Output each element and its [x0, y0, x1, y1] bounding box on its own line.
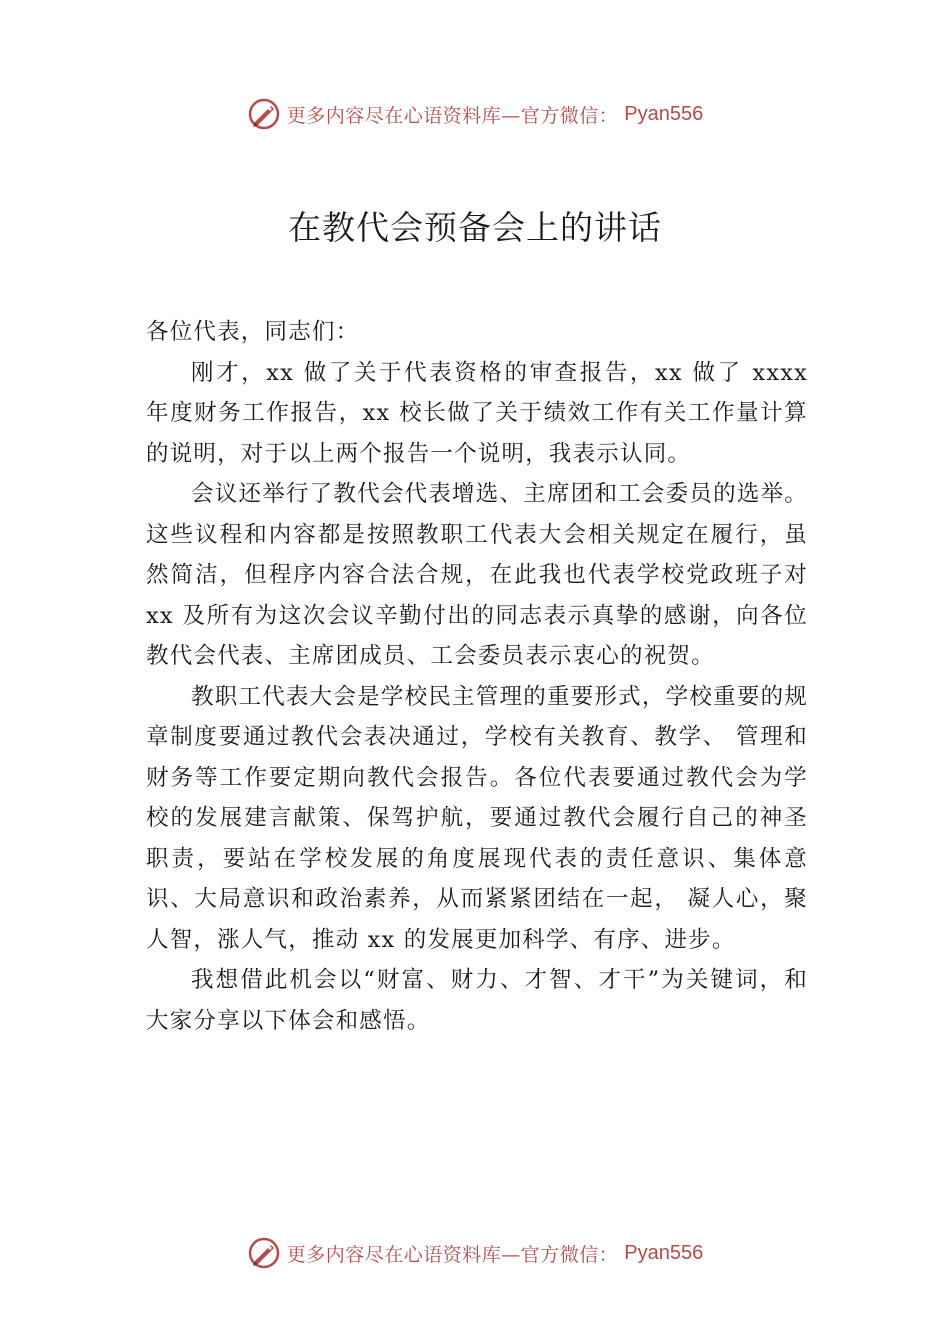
document-body — [146, 312, 808, 1041]
header-banner — [0, 94, 950, 134]
pen-nib-logo-icon — [247, 1236, 281, 1270]
paragraph: 我想借此机会以“财富、财力、才智、才干”为关键词，和大家分享以下体会和感悟。 — [146, 967, 808, 1034]
paragraph: 刚才，xx 做了关于代表资格的审查报告，xx 做了 xxxx 年度财务工作报告，xx 校长做了关于绩效工作有关工作量计算的说明，对于以上两个报告一个说明，我表示认同。 — [146, 359, 808, 467]
greeting: 各位代表，同志们： — [146, 319, 360, 345]
wechat-id: Pyan556 — [624, 1241, 704, 1264]
paragraph: 教职工代表大会是学校民主管理的重要形式，学校重要的规章制度要通过教代会表决通过，学校有关教育、教学、 管理和财务等工作要定期向教代会报告。各位代表要通过教代会为学校的发展建言献策、保驾护航，要通过教代会履行自己的神圣职责，要站在学校发展的角度展现代表的责任意识、集体意识、大局意识和政治素养，从而紧紧团结在一起， 凝人心，聚人智，涨人气，推动 xx 的发展更加科学、有序、进步。 — [146, 683, 808, 953]
document-title: 在教代会预备会上的讲话 — [288, 208, 662, 247]
footer-banner — [0, 1233, 950, 1273]
wechat-id: Pyan556 — [624, 102, 704, 125]
banner-text: 更多内容尽在心语资料库—官方微信： — [286, 1243, 619, 1266]
banner-text: 更多内容尽在心语资料库—官方微信： — [286, 104, 619, 127]
pen-nib-logo-icon — [247, 97, 281, 131]
paragraph: 会议还举行了教代会代表增选、主席团和工会委员的选举。这些议程和内容都是按照教职工代表大会相关规定在履行，虽然简洁，但程序内容合法合规，在此我也代表学校党政班子对 xx 及所有为这次会议辛勤付出的同志表示真挚的感谢，向各位教代会代表、主席团成员、工会委员表示衷心的祝贺。 — [146, 481, 808, 669]
